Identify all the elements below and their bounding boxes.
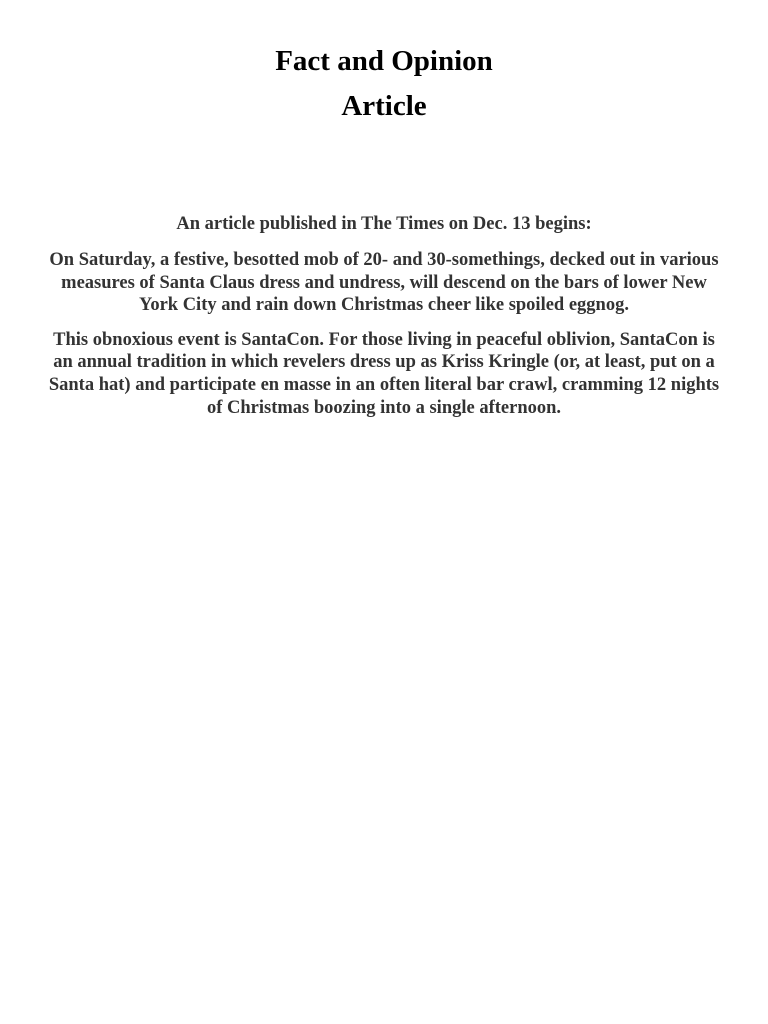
article-paragraph-2: This obnoxious event is SantaCon. For those living in peaceful oblivion, SantaCon is an annual tradition in which revelers dress up as Kriss Kringle (or, at least, put on a Santa hat) and participate en masse in an often literal bar crawl, cramming 12 nights of Christmas boozing into a single afternoon. — [48, 329, 720, 418]
article-intro: An article published in The Times on Dec. 13 begins: — [176, 214, 592, 234]
article-paragraph-1: On Saturday, a festive, besotted mob of 20- and 30-somethings, decked out in various measures of Santa Claus dress and undress, will descend on the bars of lower New York City and rain down Christmas cheer like spoiled eggnog. — [49, 250, 719, 316]
title-line-1: Fact and Opinion — [275, 45, 493, 77]
page-title — [46, 0, 722, 132]
title-line-2: Article — [341, 90, 427, 122]
